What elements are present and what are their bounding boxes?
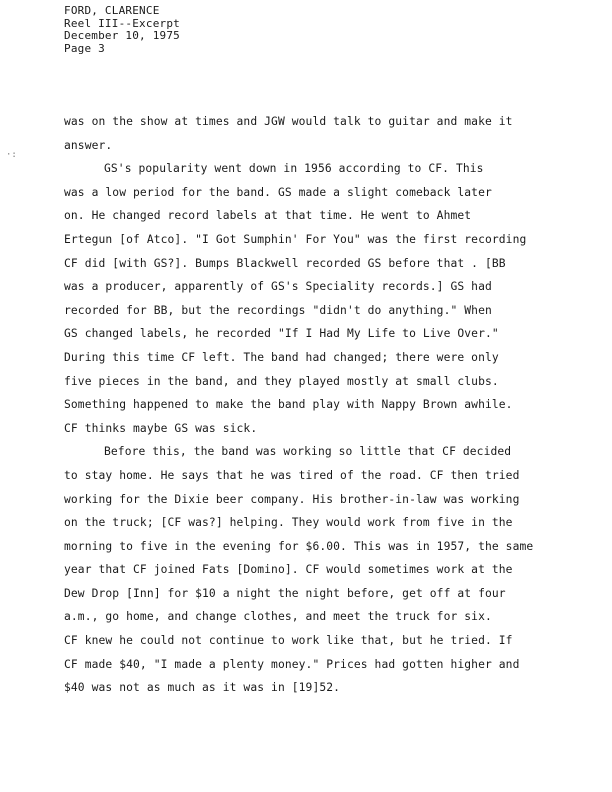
text-line: was on the show at times and JGW would talk to guitar and make it xyxy=(64,115,513,128)
text-line: CF did [with GS?]. Bumps Blackwell recorded GS before that . [BB xyxy=(64,256,506,270)
text-line: During this time CF left. The band had changed; there were only xyxy=(64,350,499,364)
text-line: on the truck; [CF was?] helping. They would work from five in the xyxy=(64,516,513,530)
text-line: CF made $40, "I made a plenty money." Prices had gotten higher and xyxy=(64,657,520,671)
text-line: GS changed labels, he recorded "If I Had My Life to Live Over." xyxy=(64,327,499,341)
transcript-body xyxy=(64,110,564,700)
header-date: December 10, 1975 xyxy=(64,29,180,42)
text-line: morning to five in the evening for $6.00. This was in 1957, the same xyxy=(64,539,534,553)
text-line: Before this, the band was working so little that CF decided xyxy=(104,445,512,459)
text-line: to stay home. He says that he was tired of the road. CF then tried xyxy=(64,468,520,482)
text-line: GS's popularity went down in 1956 according to CF. This xyxy=(104,162,484,176)
text-line: was a low period for the band. GS made a slight comeback later xyxy=(64,185,492,199)
margin-speck: ·: xyxy=(6,150,17,160)
text-line: answer. xyxy=(64,138,113,152)
text-line: year that CF joined Fats [Domino]. CF would sometimes work at the xyxy=(64,563,513,577)
text-line: a.m., go home, and change clothes, and meet the truck for six. xyxy=(64,610,492,624)
document-header xyxy=(64,5,180,55)
text-line: Dew Drop [Inn] for $10 a night the night before, get off at four xyxy=(64,586,506,600)
header-page-number: Page 3 xyxy=(64,41,105,55)
text-line: CF knew he could not continue to work like that, but he tried. If xyxy=(64,634,513,648)
header-name: FORD, CLARENCE xyxy=(64,4,160,17)
text-line: Something happened to make the band play with Nappy Brown awhile. xyxy=(64,398,513,412)
text-line: recorded for BB, but the recordings "didn't do anything." When xyxy=(64,303,492,317)
text-line: five pieces in the band, and they played mostly at small clubs. xyxy=(64,374,499,388)
header-reel: Reel III--Excerpt xyxy=(64,16,180,30)
text-line: was a producer, apparently of GS's Speciality records.] GS had xyxy=(64,280,492,294)
text-line: CF thinks maybe GS was sick. xyxy=(64,421,258,435)
text-line: $40 was not as much as it was in [19]52. xyxy=(64,681,341,695)
text-line: Ertegun [of Atco]. "I Got Sumphin' For You" was the first recording xyxy=(64,232,527,246)
text-line: working for the Dixie beer company. His brother-in-law was working xyxy=(64,492,520,506)
text-line: on. He changed record labels at that time. He went to Ahmet xyxy=(64,209,472,223)
